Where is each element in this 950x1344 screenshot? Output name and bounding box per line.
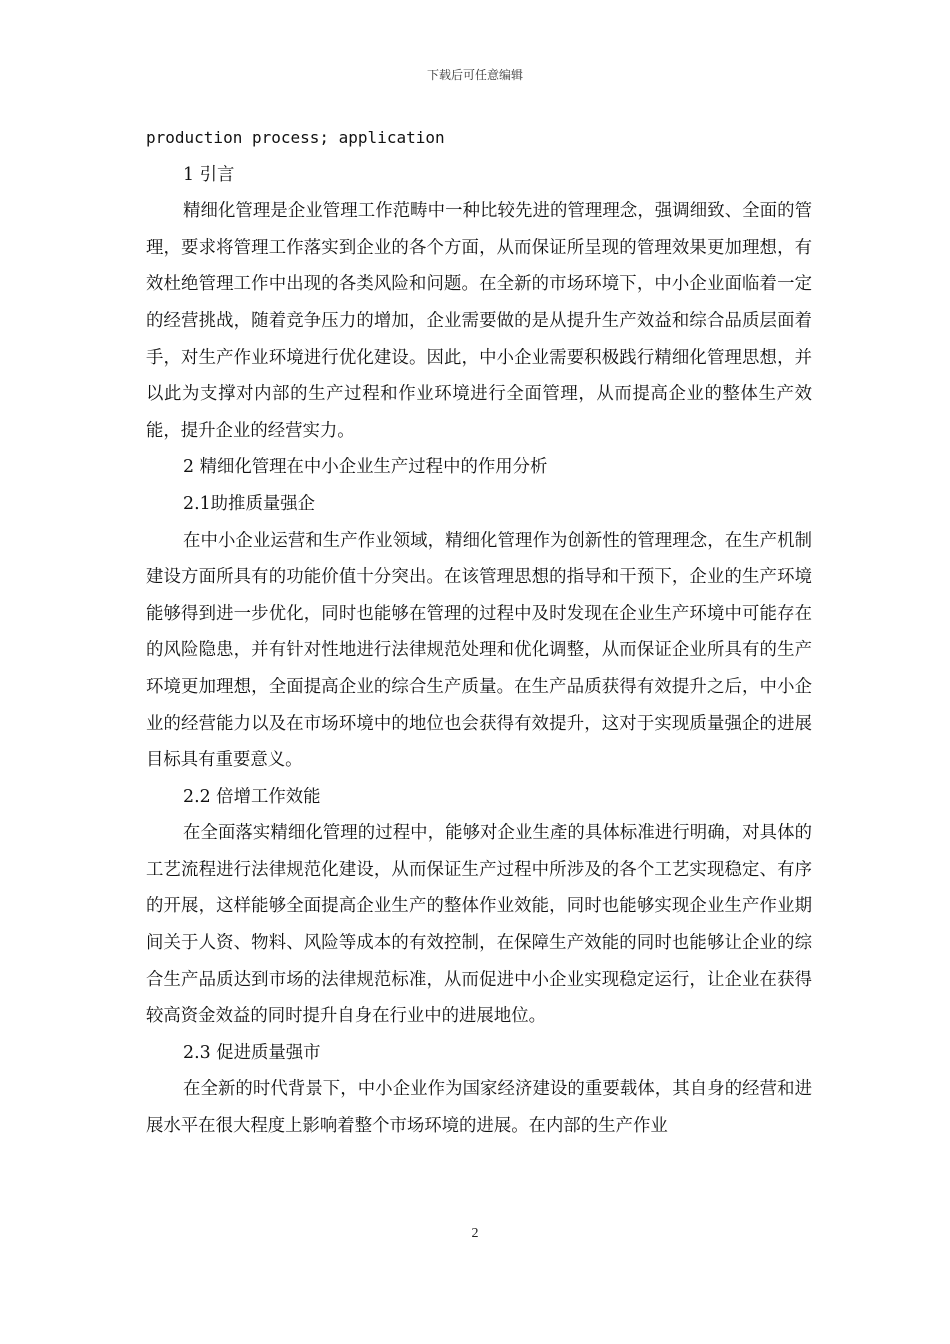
- document-body: [146, 120, 812, 1145]
- section-heading-2: 2 精细化管理在中小企业生产过程中的作用分析: [183, 457, 548, 478]
- page-number: 2: [471, 1226, 479, 1241]
- subsection-heading-2-1: 2.1助推质量强企: [183, 493, 316, 514]
- subsection-heading-2-3: 2.3 促进质量强市: [183, 1042, 321, 1063]
- paragraph-2-1: 在中小企业运营和生产作业领域，精细化管理作为创新性的管理理念，在生产机制建设方面所具有的功能价值十分突出。在该管理思想的指导和干预下，企业的生产环境能够得到进一步优化，同时也能够在管理的过程中及时发现在企业生产环境中可能存在的风险隐患，并有针对性地进行法律规范处理和优化调整，从而保证企业所具有的生产环境更加理想，全面提高企业的综合生产质量。在生产品质获得有效提升之后，中小企业的经营能力以及在市场环境中的地位也会获得有效提升，这对于实现质量强企的进展目标具有重要意义。: [146, 530, 812, 771]
- page-header: 下载后可任意编辑: [426, 68, 523, 82]
- paragraph-2-2: 在全面落实精细化管理的过程中，能够对企业生產的具体标准进行明确，对具体的工艺流程进行法律规范化建设，从而保证生产过程中所涉及的各个工艺实现稳定、有序的开展，这样能够全面提高企业生产的整体作业效能，同时也能够实现企业生产作业期间关于人资、物料、风险等成本的有效控制，在保障生产效能的同时也能够让企业的综合生产品质达到市场的法律规范标准，从而促进中小企业实现稳定运行，让企业在获得较高资金效益的同时提升自身在行业中的进展地位。: [146, 823, 812, 1027]
- keywords-continuation: production process; application: [146, 128, 445, 147]
- subsection-heading-2-2: 2.2 倍增工作效能: [183, 786, 321, 807]
- paragraph-2-3: 在全新的时代背景下，中小企业作为国家经济建设的重要载体，其自身的经营和进展水平在很大程度上影响着整个市场环境的进展。在内部的生产作业: [146, 1079, 812, 1137]
- section-heading-1: 1 引言: [183, 164, 235, 185]
- paragraph-introduction: 精细化管理是企业管理工作范畴中一种比较先进的管理理念，强调细致、全面的管理，要求将管理工作落实到企业的各个方面，从而保证所呈现的管理效果更加理想，有效杜绝管理工作中出现的各类风险和问题。在全新的市场环境下，中小企业面临着一定的经营挑战，随着竞争压力的增加，企业需要做的是从提升生产效益和综合品质层面着手，对生产作业环境进行优化建设。因此，中小企业需要积极践行精细化管理思想，并以此为支撑对内部的生产过程和作业环境进行全面管理，从而提高企业的整体生产效能，提升企业的经营实力。: [146, 201, 812, 441]
